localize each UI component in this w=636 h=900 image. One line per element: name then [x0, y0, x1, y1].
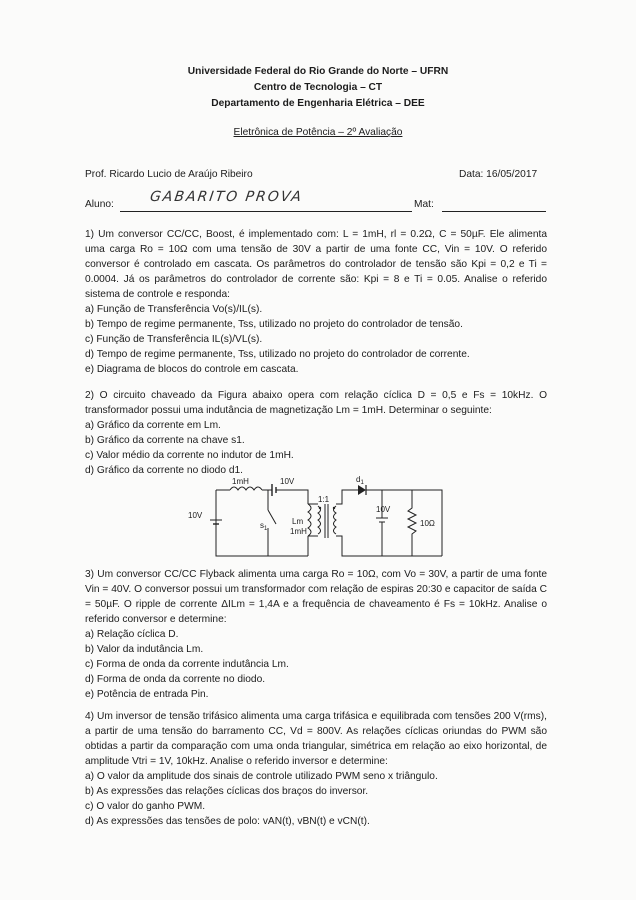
student-handwriting: GABARITO PROVA	[148, 189, 305, 205]
diode-symbol	[358, 485, 366, 495]
question-3-text: 3) Um conversor CC/CC Flyback alimenta uma carga Ro = 10Ω, com Vo = 30V, a partir de uma fonte Vin = 40V. O conversor possui um transformador com relação de espiras 20:30 e capacitor de saída C = 50µF. O ripple de corrente ΔILm = 1,4A e a frequência de chaveamento é Fs = 10kHz. Analise o referido conversor e determine:	[85, 569, 547, 625]
mat-line	[442, 211, 546, 212]
output-voltage-label: 10V	[376, 505, 391, 514]
question-4-item-d: d) As expressões das tensões de polo: vAN(t), vBN(t) e vCN(t).	[85, 816, 370, 827]
question-2-item-d: d) Gráfico da corrente no diodo d1.	[85, 465, 244, 476]
header	[0, 64, 636, 112]
question-2-item-a: a) Gráfico da corrente em Lm.	[85, 420, 221, 431]
question-3-item-a: a) Relação cíclica D.	[85, 629, 179, 640]
lm-value: 1mH	[290, 527, 307, 536]
question-1-item-d: d) Tempo de regime permanente, Tss, utilizado no projeto do controlador de corrente.	[85, 349, 470, 360]
switch-letter: s	[260, 521, 264, 530]
question-3-item-c: c) Forma de onda da corrente indutância Lm.	[85, 659, 289, 670]
question-1-item-a: a) Função de Transferência Vo(s)/IL(s).	[85, 304, 263, 315]
course-title: Eletrônica de Potência – 2º Avaliação	[233, 127, 403, 138]
question-3-item-d: d) Forma de onda da corrente no diodo.	[85, 674, 266, 685]
center-name: Centro de Tecnologia – CT	[253, 82, 383, 93]
department-name: Departamento de Engenharia Elétrica – DEE	[211, 98, 425, 109]
ratio-label: 1:1	[318, 495, 330, 504]
battery-label: 10V	[280, 477, 295, 486]
question-1-item-e: e) Diagrama de blocos do controle em cascata.	[85, 364, 299, 375]
question-2-item-b: b) Gráfico da corrente na chave s1.	[85, 435, 245, 446]
exam-date: Data: 16/05/2017	[459, 169, 538, 180]
diode-subscript: 1	[360, 480, 364, 486]
switch-subscript: 1	[264, 526, 268, 532]
question-3	[85, 567, 547, 702]
switch-label	[260, 521, 268, 532]
question-4-item-a: a) O valor da amplitude dos sinais de controle utilizado PWM seno x triângulo.	[85, 771, 438, 782]
diode-label	[356, 475, 364, 486]
mat-label: Mat:	[414, 199, 434, 210]
question-1	[85, 227, 547, 377]
question-2	[85, 388, 547, 478]
circuit-diagram	[180, 474, 450, 566]
diode-letter: d	[356, 475, 361, 484]
student-line	[120, 211, 412, 212]
question-4-item-c: c) O valor do ganho PWM.	[85, 801, 206, 812]
question-3-item-e: e) Potência de entrada Pin.	[85, 689, 209, 700]
question-1-item-c: c) Função de Transferência IL(s)/VL(s).	[85, 334, 263, 345]
university-name: Universidade Federal do Rio Grande do Norte – UFRN	[187, 66, 449, 77]
resistor-label: 10Ω	[420, 519, 435, 528]
question-3-item-b: b) Valor da indutância Lm.	[85, 644, 204, 655]
student-label: Aluno:	[85, 199, 114, 210]
question-2-text: 2) O circuito chaveado da Figura abaixo opera com relação cíclica D = 0,5 e Fs = 10kHz. O transformador possui uma indutância de magnetização Lm = 1mH. Determinar o seguinte:	[85, 390, 547, 416]
source-label: 10V	[188, 511, 203, 520]
question-4-text: 4) Um inversor de tensão trifásico alimenta uma carga trifásica e equilibrada com tensões 200 V(rms), a partir de uma tensão do barramento CC, Vd = 800V. As relações cíclicas oriundas do PWM são obtidas a partir da comparação com uma onda triangular, simétrica em relação ao eixo horizontal, de amplitude Vtri = 1V, 10kHz. Analise o referido inversor e determine:	[85, 711, 547, 767]
question-1-item-b: b) Tempo de regime permanente, Tss, utilizado no projeto do controlador de tensão.	[85, 319, 463, 330]
question-4-item-b: b) As expressões das relações cíclicas dos braços do inversor.	[85, 786, 369, 797]
question-4	[85, 709, 547, 829]
lm-label: Lm	[292, 517, 304, 526]
question-1-text: 1) Um conversor CC/CC, Boost, é implementado com: L = 1mH, rl = 0.2Ω, C = 50µF. Ele alimenta uma carga Ro = 10Ω com uma tensão de 30V a partir de uma fonte CC, Vin = 10V. O referido conversor é controlado em cascata. Os parâmetros do controlador de tensão são Kpi = 0,2 e Ti = 0.0004. Já os parâmetros do controlador de corrente são: Kpi = 8 e Ti = 0.05. Analise o referido sistema de controle e responda:	[85, 229, 547, 300]
inductor-label: 1mH	[232, 477, 249, 486]
professor-name: Prof. Ricardo Lucio de Araújo Ribeiro	[85, 169, 253, 180]
question-2-item-c: c) Valor médio da corrente no indutor de 1mH.	[85, 450, 294, 461]
